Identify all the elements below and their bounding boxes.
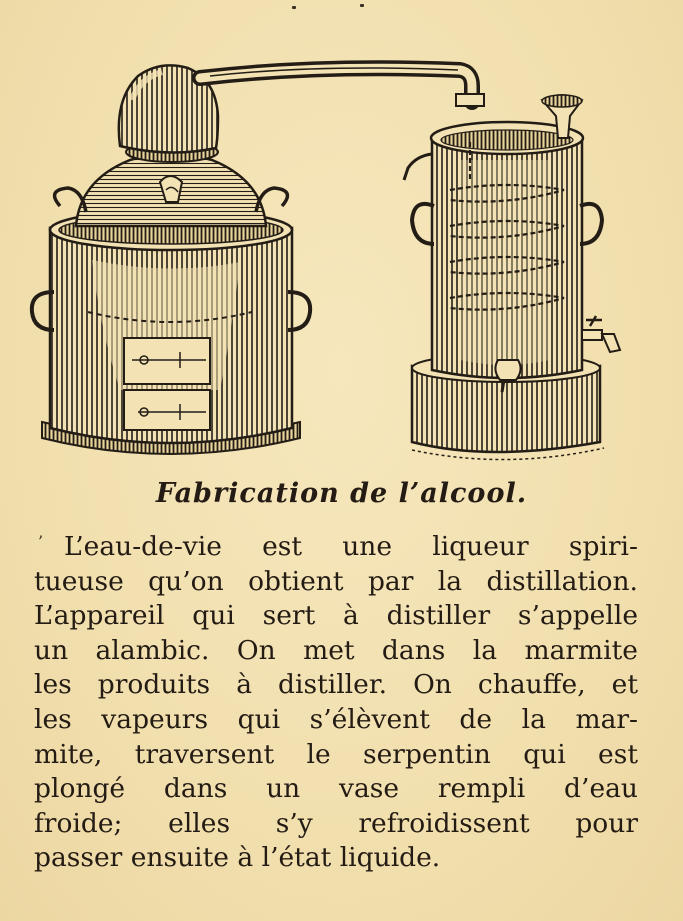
- paragraph-line: les produits à distiller. On chauffe, et: [34, 669, 638, 701]
- paragraph-line: un alambic. On met dans la marmite: [34, 634, 638, 666]
- paragraph-line: passer ensuite à l’état liquide.: [34, 842, 441, 874]
- paragraph-line: L’appareil qui sert à distiller s’appelle: [34, 600, 638, 632]
- paragraph-line: froide; elles s’y refroidissent pour: [34, 807, 638, 839]
- ink-speck: [292, 6, 296, 9]
- paragraph: [34, 530, 638, 876]
- paragraph-line: plongé dans un vase rempli d’eau: [34, 773, 638, 805]
- distillation-apparatus-illustration: [20, 30, 660, 470]
- paragraph-line: mite, traversent le serpentin qui est: [34, 738, 638, 770]
- paragraph-line: tueuse qu’on obtient par la distillation.: [34, 565, 638, 597]
- paragraph-line: les vapeurs qui s’élèvent de la mar-: [34, 703, 638, 735]
- ink-speck: [360, 4, 364, 7]
- paragraph-line: L’eau-de-vie est une liqueur spiri-: [64, 531, 638, 562]
- alembic-still: [32, 65, 472, 454]
- paragraph-mark: ’: [38, 532, 44, 551]
- condenser-tank: [404, 94, 620, 460]
- illustration-caption: Fabrication de l’alcool.: [155, 478, 528, 509]
